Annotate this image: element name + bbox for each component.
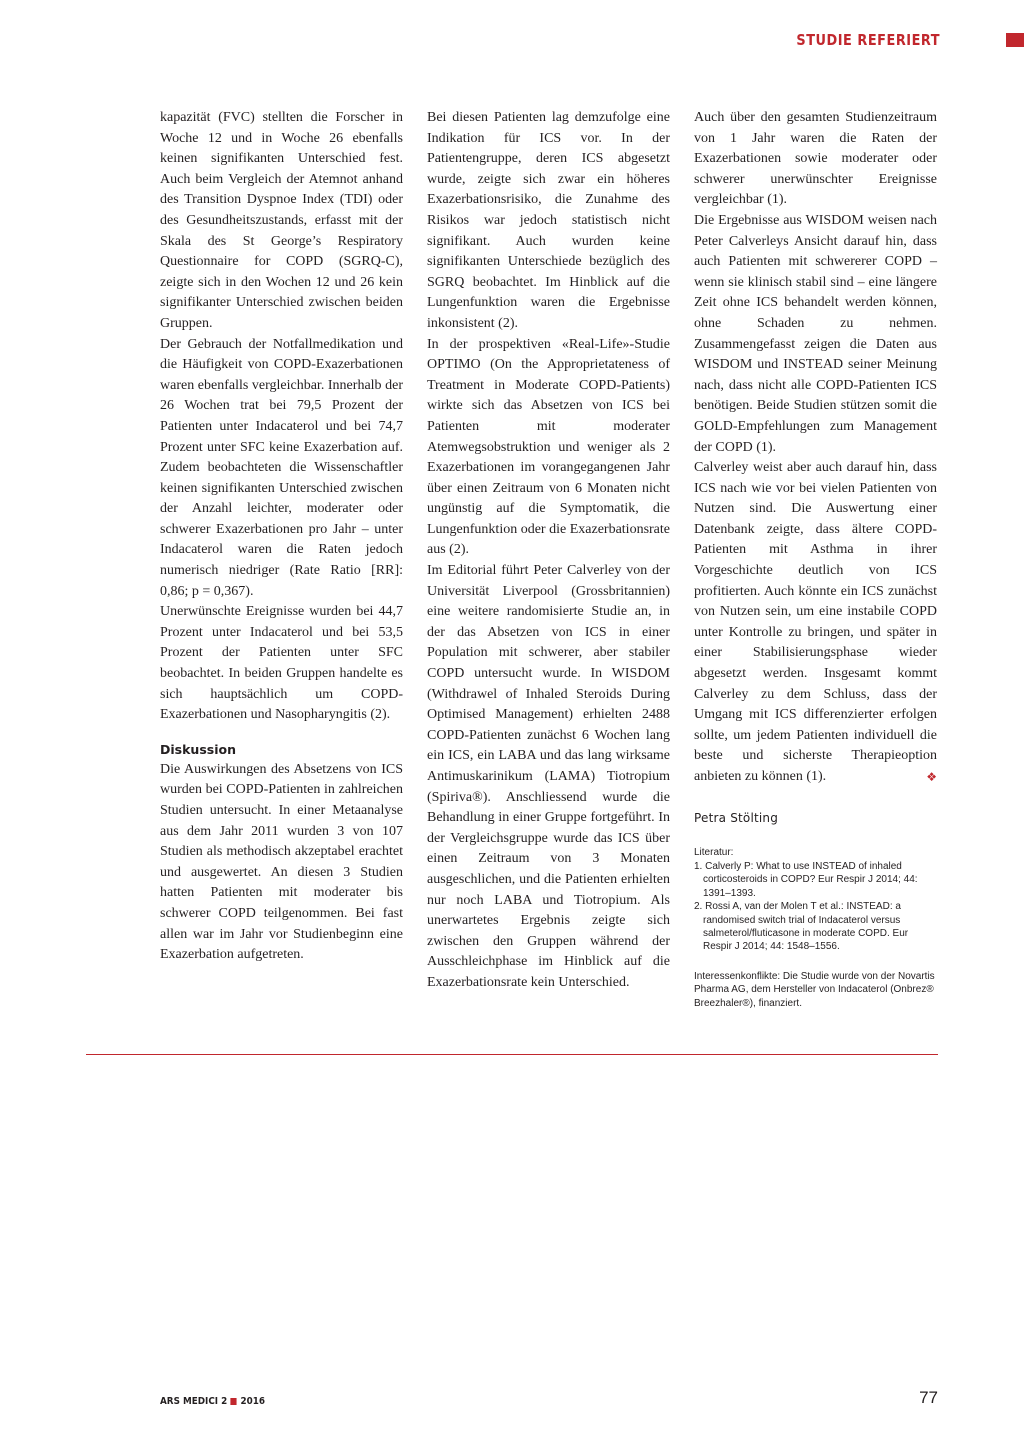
paragraph: Auch über den gesamten Studienzeitraum von 1 Jahr waren die Raten der Exazerbationen sowie moderater oder schwerer unerwünschter Ereignisse vergleichbar (1). <box>694 110 937 208</box>
section-label: STUDIE REFERIERT <box>796 31 940 49</box>
text-column-2 <box>427 108 670 994</box>
author-name: Petra Stölting <box>694 810 779 825</box>
paragraph: Der Gebrauch der Notfallmedikation und die Häufigkeit von COPD-Exazerbationen waren ebenfalls vergleichbar. Innerhalb der 26 Wochen trat bei 79,5 Prozent der Patienten unter Indacaterol und bei 74,7 Prozent unter SFC keine Exazerbation auf. Zudem beobachteten die Wissenschaftler keinen signifikanten Unterschied zwischen der Anzahl leichter, moderater oder schwerer Exazerbationen pro Jahr – unter Indacaterol waren die Raten jedoch numerisch niedriger (Rate Ratio [RR]: 0,86; p = 0,367). <box>160 336 403 599</box>
divider-rule <box>86 1054 938 1055</box>
journal-name: ARS MEDICI 2 <box>160 1396 228 1407</box>
reference-item: 2. Rossi A, van der Molen T et al.: INSTEAD: a randomised switch trial of Indacaterol versus salmeterol/fluticasone in moderate COPD. Eur Respir J 2014; 44: 1548–1556. <box>694 901 909 953</box>
paragraph <box>694 458 937 788</box>
corner-marker <box>1006 33 1024 47</box>
journal-year: 2016 <box>240 1396 265 1407</box>
end-of-article-icon: ❖ <box>926 770 937 784</box>
section-heading: Diskussion <box>160 741 236 757</box>
paragraph: Bei diesen Patienten lag demzufolge eine Indikation für ICS vor. In der Patientengruppe, deren ICS abgesetzt wurde, zeigte sich zwar ein höheres Exazerbationsrisiko, die Zunahme des Risikos war jedoch statistisch nicht signifikant. Auch wurden keine signifikanten Unterschiede bezüglich des SGRQ beobachtet. Im Hinblick auf die Lungenfunktion waren die Ergebnisse inkonsistent (2). <box>427 110 670 331</box>
footer-square-icon <box>231 1398 237 1405</box>
paragraph-text: Calverley weist aber auch darauf hin, dass ICS nach wie vor bei vielen Patienten von Nutzen sind. Die Auswertung einer Datenbank zeigte, dass ältere COPD-Patienten mit Asthma in ihrer Vorgeschichte deutlich von ICS profitierten. Auch könnte ein ICS zunächst von Nutzen sein, um eine instabile COPD unter Kontrolle zu bringen, und später in einer Stabilisierungsphase wieder abgesetzt werden. Insgesamt kommt Calverley zu dem Schluss, dass der Umgang mit ICS differenzierter erfolgen sollte, um jedem Patienten individuell die beste und sicherste Therapieoption anbieten zu können (1). <box>694 460 937 784</box>
reference-item: 1. Calverly P: What to use INSTEAD of inhaled corticosteroids in COPD? Eur Respir J 2014; 44: 1391–1393. <box>694 861 918 899</box>
text-column-3 <box>694 108 937 1010</box>
paragraph: Unerwünschte Ereignisse wurden bei 44,7 Prozent unter Indacaterol und bei 53,5 Prozent der Patienten unter SFC beobachtet. In beiden Gruppen handelte es sich hauptsächlich um COPD-Exazerbationen und Nasopharyngitis (2). <box>160 604 403 723</box>
paragraph: Die Auswirkungen des Absetzens von ICS wurden bei COPD-Patienten in zahlreichen Studien untersucht. In einer Metaanalyse aus dem Jahr 2011 wurden 3 von 107 Studien als methodisch akzeptabel erachtet und ausgewertet. An diesen 3 Studien hatten Patienten mit moderater bis schwerer COPD teilgenommen. Bei fast allen war im Jahr vor Studienbeginn eine Exazerbation aufgetreten. <box>160 761 403 963</box>
paragraph: Im Editorial führt Peter Calverley von der Universität Liverpool (Grossbritannien) eine weitere randomisierte Studie an, in der das Absetzen von ICS in einer Population mit schwerer, aber stabiler COPD untersucht wurde. In WISDOM (Withdrawel of Inhaled Steroids During Optimised Management) erhielten 2488 COPD-Patienten zunächst 6 Wochen lang ein ICS, ein LABA und das lang wirksame Antimuskarinikum (LAMA) Tiotropium (Spiriva®). Anschliessend wurde die Behandlung in einer Gruppe fortgeführt. In der Vergleichsgruppe wurde das ICS über einen Zeitraum von 3 Monaten ausgeschlichen, und die Patienten erhielten nur noch LABA und Tiotropium. Als unerwartetes Ergebnis zeigte sich zwischen den Gruppen während der Ausschleichphase im Hinblick auf die Exazerbationsrate kein Unterschied. <box>427 563 670 990</box>
paragraph: Die Ergebnisse aus WISDOM weisen nach Peter Calverleys Ansicht darauf hin, dass auch Patienten mit schwererer COPD – wenn sie klinisch stabil sind – eine längere Zeit ohne ICS behandelt werden können, ohne Schaden zu nehmen. Zusammengefasst zeigen die Daten aus WISDOM und INSTEAD seiner Meinung nach, dass nicht alle COPD-Patienten ICS benötigen. Beide Studien stützen somit die GOLD-Empfehlungen zum Management der COPD (1). <box>694 212 937 455</box>
text-column-1 <box>160 108 403 966</box>
journal-footer <box>160 1396 265 1407</box>
references-title: Literatur: <box>694 846 734 858</box>
conflict-of-interest-note: Interessenkonflikte: Die Studie wurde von der Novartis Pharma AG, dem Hersteller von Indacaterol (Onbrez® Breezhaler®), finanziert. <box>694 970 935 1009</box>
reference-list <box>694 860 937 954</box>
page-number: 77 <box>919 1388 938 1407</box>
paragraph: kapazität (FVC) stellten die Forscher in Woche 12 und in Woche 26 ebenfalls keinen signifikanten Unterschied fest. Auch beim Vergleich der Atemnot anhand des Transition Dyspnoe Index (TDI) oder des Gesundheitszustands, erfasst mit der Skala des St George’s Respiratory Questionnaire for COPD (SGRQ-C), zeigte sich in den Wochen 12 und 26 kein signifikanter Unterschied zwischen beiden Gruppen. <box>160 110 403 331</box>
paragraph: In der prospektiven «Real-Life»-Studie OPTIMO (On the Approprietateness of Treatment in Moderate COPD-Patients) wirkte sich das Absetzen von ICS bei Patienten mit moderater Atemwegsobstruktion und weniger als 2 Exazerbationen im vorangegangenen Jahr über einen Zeitraum von 6 Monaten nicht ungünstig auf die Symptomatik, die Lungenfunktion oder die Exazerbationsrate aus (2). <box>427 336 670 558</box>
